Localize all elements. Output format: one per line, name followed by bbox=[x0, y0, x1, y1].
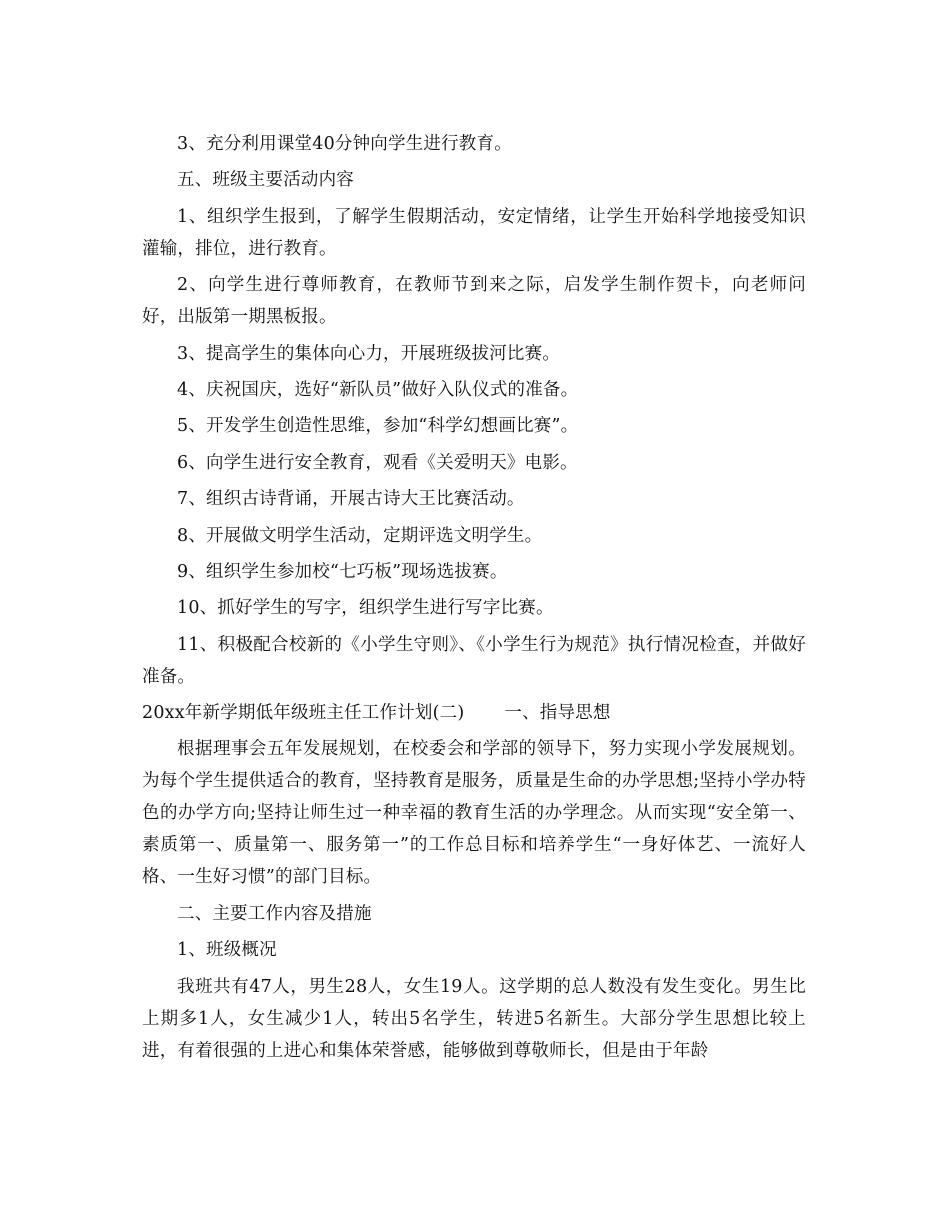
document-page bbox=[142, 128, 806, 1071]
paragraph: 6、向学生进行安全教育，观看《关爱明天》电影。 bbox=[177, 452, 578, 473]
paragraph: 3、提高学生的集体向心力，开展班级拔河比赛。 bbox=[177, 343, 561, 364]
paragraph: 根据理事会五年发展规划，在校委会和学部的领导下，努力实现小学发展规划。为每个学生提供适合的教育，坚持教育是服务，质量是生命的办学思想;坚持小学办特色的办学方向;坚持让师生过一种幸福的教育生活的办学理念。从而实现“安全第一、素质第一、质量第一、服务第一”的工作总目标和培养学生“一身好体艺、一流好人格、一生好习惯”的部门目标。 bbox=[142, 739, 806, 888]
paragraph: 7、组织古诗背诵，开展古诗大王比赛活动。 bbox=[177, 489, 525, 510]
paragraph: 2、向学生进行尊师教育，在教师节到来之际，启发学生制作贺卡，向老师问好，出版第一期黑板报。 bbox=[142, 275, 806, 328]
section-heading: 五、班级主要活动内容 bbox=[177, 170, 354, 191]
section-heading: 二、主要工作内容及措施 bbox=[177, 903, 372, 924]
section-title-line bbox=[142, 697, 806, 729]
paragraph: 10、抓好学生的写字，组织学生进行写字比赛。 bbox=[177, 598, 554, 619]
subsection-heading: 1、班级概况 bbox=[177, 940, 277, 961]
paragraph: 9、组织学生参加校“七巧板”现场选拔赛。 bbox=[177, 561, 508, 582]
paragraph: 3、充分利用课堂40分钟向学生进行教育。 bbox=[177, 134, 512, 154]
section-title: 20xx年新学期低年级班主任工作计划(二) bbox=[142, 703, 465, 724]
section-heading: 一、指导思想 bbox=[504, 703, 611, 724]
paragraph: 4、庆祝国庆，选好“新队员”做好入队仪式的准备。 bbox=[177, 379, 579, 400]
paragraph: 我班共有47人，男生28人，女生19人。这学期的总人数没有发生变化。男生比上期多1人，女生减少1人，转出5名学生，转进5名新生。大部分学生思想比较上进，有着很强的上进心和集体荣誉感，能够做到尊敬师长，但是由于年龄 bbox=[142, 976, 806, 1061]
paragraph: 8、开展做文明学生活动，定期评选文明学生。 bbox=[177, 525, 543, 546]
paragraph: 1、组织学生报到，了解学生假期活动，安定情绪，让学生开始科学地接受知识灌输，排位，进行教育。 bbox=[142, 206, 806, 259]
paragraph: 5、开发学生创造性思维，参加“科学幻想画比赛”。 bbox=[177, 416, 579, 437]
paragraph: 11、积极配合校新的《小学生守则》、《小学生行为规范》执行情况检查，并做好准备。 bbox=[142, 634, 806, 687]
